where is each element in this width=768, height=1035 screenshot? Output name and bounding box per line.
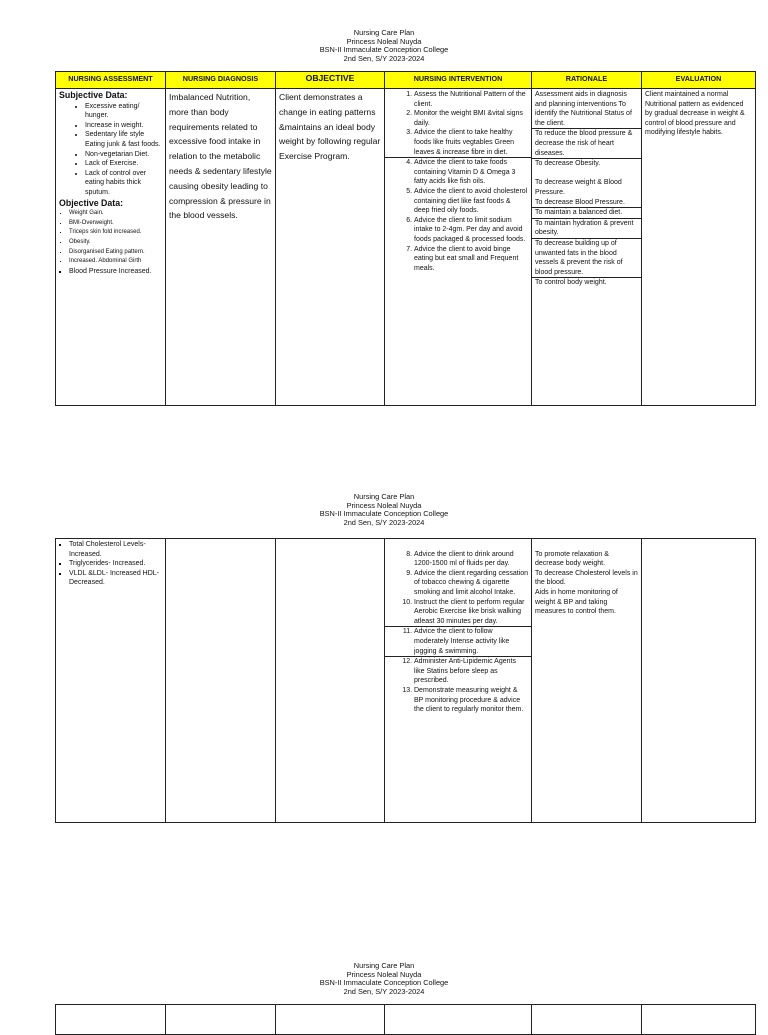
intervention-list-a xyxy=(388,550,528,627)
header-term: 2nd Sen, S/Y 2023-2024 xyxy=(343,986,425,996)
list-item: 13. Demonstrate measuring weight & BP monitoring procedure & advice the client to regularly monitor them. xyxy=(414,686,528,715)
rationale-item: To reduce the blood pressure & decrease the risk of heart diseases. xyxy=(532,128,641,158)
rationale-item: To control body weight. xyxy=(532,277,641,288)
header-title: Nursing Care Plan xyxy=(353,28,415,37)
assessment-cell xyxy=(56,89,166,406)
care-plan-table-3 xyxy=(55,1004,756,1035)
diagnosis-cell: Imbalanced Nutrition, more than body requirements related to excessive food intake in relation to the metabolic needs & sedentary lifestyle causing obesity leading to compression & pressure in the blood vessels. xyxy=(166,89,276,406)
list-item: 10. Instruct the client to perform regular Aerobic Exercise like brisk walking atleast 30 minutes per day. xyxy=(414,598,528,627)
list-item: • Increase in weight. xyxy=(85,121,162,131)
care-plan-table-2 xyxy=(55,538,756,823)
table-row xyxy=(56,539,756,823)
list-item: ▪ Triglycerides- Increased. xyxy=(69,559,162,569)
col-diagnosis: NURSING DIAGNOSIS xyxy=(166,72,276,89)
intervention-cell xyxy=(385,1005,532,1035)
list-item: • Lack of Exercise. xyxy=(85,159,162,169)
list-item: • Lack of control over eating habits thick sputum. xyxy=(85,169,162,198)
subjective-title: Subjective Data: xyxy=(59,90,128,100)
header-name: Princess Noleal Nuyda xyxy=(346,969,422,979)
list-item: 1. Assess the Nutritional Pattern of the client. xyxy=(414,90,528,109)
table-header-row xyxy=(56,72,756,89)
list-item: 2. Monitor the weight BMI &vital signs daily. xyxy=(414,109,528,128)
list-item: ▪ Disorganised Eating pattern. xyxy=(69,248,162,258)
objective-cell xyxy=(276,1005,385,1035)
rationale-item: To decrease weight & Blood Pressure. xyxy=(535,179,622,196)
intervention-list-c xyxy=(388,657,528,715)
list-item: ▪ Triceps skin fold increased. xyxy=(69,228,162,238)
list-item: • Non-vegetarian Diet. xyxy=(85,150,162,160)
list-item: 11. Advice the client to follow moderately Intense activity like jogging & swimming. xyxy=(414,627,528,656)
objective-list xyxy=(59,209,162,267)
rationale-item: To decrease Blood Pressure. xyxy=(535,198,625,206)
page2-header xyxy=(0,493,768,527)
table-row xyxy=(56,89,756,406)
objective-cell: Client demonstrates a change in eating patterns &maintains an ideal body weight by following regular Exercise Program. xyxy=(276,89,385,406)
objective-title: Objective Data: xyxy=(59,197,124,208)
col-intervention: NURSING INTERVENTION xyxy=(385,72,532,89)
col-objective: OBJECTIVE xyxy=(276,72,385,89)
list-item: 8. Advice the client to drink around 1200-1500 ml of fluids per day. xyxy=(414,550,528,569)
list-item: 6. Advice the client to limit sodium intake to 2-4gm. Per day and avoid foods packaged & processed foods. xyxy=(414,216,528,245)
list-item: ▪ Blood Pressure Increased. xyxy=(69,267,162,277)
col-assessment: NURSING ASSESSMENT xyxy=(56,72,166,89)
intervention-list-b xyxy=(388,158,528,273)
intervention-list-b xyxy=(388,627,528,656)
list-item: ▪ Total Cholesterol Levels- Increased. xyxy=(69,540,162,559)
header-name: Princess Noleal Nuyda xyxy=(346,36,422,46)
list-item: 5. Advice the client to avoid cholesterol containing diet like fast foods & deep fried oily foods. xyxy=(414,187,528,216)
assessment-cell xyxy=(56,1005,166,1035)
rationale-item: Assessment aids in diagnosis and planning interventions To identify the Nutritional Status of the client. xyxy=(535,91,632,127)
header-course: BSN-II Immaculate Conception College xyxy=(319,509,449,519)
page1-header xyxy=(0,29,768,63)
header-title: Nursing Care Plan xyxy=(353,961,415,970)
rationale-item: To decrease building up of unwanted fats in the blood vessels & prevent the risk of blood pressure. xyxy=(532,238,641,277)
list-item: ▪ Weight Gain. xyxy=(69,209,162,219)
col-rationale: RATIONALE xyxy=(532,72,642,89)
intervention-divider xyxy=(385,157,531,273)
list-item: • Sedentary life style Eating junk & fast foods. xyxy=(85,130,162,149)
list-item: ▪ Increased. Abdominal Girth xyxy=(69,257,162,267)
list-item: 3. Advice the client to take healthy foods like fruits vegtables Green leaves & increase fibre in diet. xyxy=(414,128,528,157)
intervention-cell xyxy=(385,539,532,823)
rationale-item: To decrease Cholesterol levels in the blood. xyxy=(535,569,638,587)
rationale-item: Aids in home monitoring of weight & BP and taking measures to control them. xyxy=(535,588,618,616)
rationale-item: To promote relaxation & decrease body weight. xyxy=(535,550,609,568)
list-item: ▪ VLDL &LDL- Increased HDL- Decreased. xyxy=(69,569,162,588)
rationale-cell xyxy=(532,89,642,406)
assessment-list xyxy=(59,540,162,588)
header-title: Nursing Care Plan xyxy=(353,492,415,501)
diagnosis-cell xyxy=(166,539,276,823)
rationale-item: To decrease Obesity. xyxy=(532,158,641,169)
intervention-cell xyxy=(385,89,532,406)
list-item: • Excessive eating/ hunger. xyxy=(85,102,162,121)
rationale-cell xyxy=(532,539,642,823)
evaluation-cell xyxy=(642,539,756,823)
header-course: BSN-II Immaculate Conception College xyxy=(319,45,449,55)
list-item: ▪ Obesity. xyxy=(69,238,162,248)
subjective-list xyxy=(59,102,162,198)
list-item: 12. Administer Anti-Lipidemic Agents like Statins before sleep as prescribed. xyxy=(414,657,528,686)
header-term: 2nd Sen, S/Y 2023-2024 xyxy=(343,517,425,527)
objective-cell xyxy=(276,539,385,823)
spacer xyxy=(535,169,638,179)
diagnosis-cell xyxy=(166,1005,276,1035)
list-item: 9. Advice the client regarding cessation of tobacco chewing & cigarette smoking and limit alcohol Intake. xyxy=(414,569,528,598)
list-item: ▪ BMI-Overweight. xyxy=(69,219,162,229)
table-row xyxy=(56,1005,756,1035)
evaluation-cell: Client maintained a normal Nutritional pattern as evidenced by gradual decrease in weight & control of blood pressure and modifying lifestyle habits. xyxy=(642,89,756,406)
spacer xyxy=(388,540,528,550)
list-item: 4. Advice the client to take foods containing Vitamin D & Omega 3 fatty acids like fish oils. xyxy=(414,158,528,187)
rationale-cell xyxy=(532,1005,642,1035)
list-item: 7. Advice the client to avoid binge eating but eat small and Frequent meals. xyxy=(414,245,528,274)
spacer xyxy=(535,540,638,550)
care-plan-table-1 xyxy=(55,71,756,406)
rationale-item: To maintain hydration & prevent obesity. xyxy=(532,218,641,238)
intervention-list-a xyxy=(388,90,528,157)
objective-list-last xyxy=(59,267,162,277)
rationale-item: To maintain a balanced diet. xyxy=(532,207,641,218)
header-name: Princess Noleal Nuyda xyxy=(346,500,422,510)
col-evaluation: EVALUATION xyxy=(642,72,756,89)
header-term: 2nd Sen, S/Y 2023-2024 xyxy=(343,53,425,63)
intervention-divider xyxy=(385,656,531,715)
evaluation-cell xyxy=(642,1005,756,1035)
header-course: BSN-II Immaculate Conception College xyxy=(319,978,449,988)
page3-header xyxy=(0,962,768,996)
assessment-cell xyxy=(56,539,166,823)
intervention-divider xyxy=(385,626,531,656)
